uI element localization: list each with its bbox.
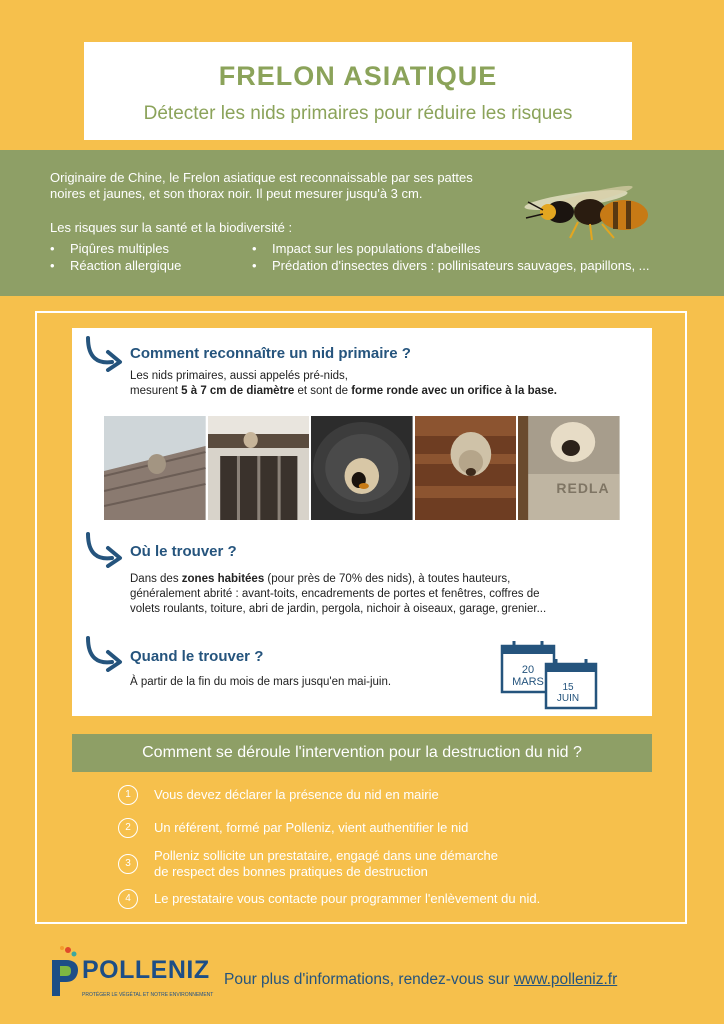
- step-text: Vous devez déclarer la présence du nid en mairie: [154, 787, 439, 802]
- section-title-when: Quand le trouver ?: [130, 648, 264, 665]
- curved-arrow-icon: [84, 634, 128, 672]
- polleniz-tagline: PROTÉGER LE VÉGÉTAL ET NOTRE ENVIRONNEMENT: [82, 992, 214, 998]
- nest-photo: [104, 416, 206, 520]
- nest-photo: [415, 416, 517, 520]
- hornet-illustration: [518, 182, 668, 242]
- nest-photo: [518, 416, 620, 520]
- calendar-end-date: 15 JUIN: [556, 682, 580, 704]
- polleniz-logo-text: POLLENIZ: [82, 956, 210, 984]
- intro-text: [50, 170, 510, 202]
- intro-line-1: Originaire de Chine, le Frelon asiatique est reconnaissable par ses pattes: [50, 170, 473, 185]
- risks-heading: Les risques sur la santé et la biodiversité :: [50, 220, 293, 235]
- photo-label: REDLA: [556, 480, 610, 496]
- nest-photo: [208, 416, 310, 520]
- page-subtitle: Détecter les nids primaires pour réduire les risques: [143, 103, 573, 124]
- curved-arrow-icon: [84, 530, 128, 568]
- risk-item: • Prédation d'insectes divers : pollinisateurs sauvages, papillons, ...: [252, 258, 650, 273]
- footer-info: [224, 971, 617, 989]
- step-number: 2: [118, 818, 138, 838]
- nest-photo-strip: [104, 416, 620, 520]
- footer-text: Pour plus d'informations, rendez-vous sur: [224, 971, 514, 988]
- polleniz-logo-icon: [46, 944, 80, 1000]
- section-title-recognize: Comment reconnaître un nid primaire ?: [130, 345, 411, 362]
- step-text: Polleniz sollicite un prestataire, engagé dans une démarche de respect des bonnes pratiques de destruction: [154, 848, 498, 879]
- intro-band: [0, 150, 724, 296]
- step-text: Un référent, formé par Polleniz, vient authentifier le nid: [154, 820, 469, 835]
- risk-item: • Impact sur les populations d'abeilles: [252, 241, 481, 256]
- step-number: 1: [118, 785, 138, 805]
- risk-item: • Piqûres multiples: [50, 241, 169, 256]
- website-link[interactable]: www.polleniz.fr: [513, 971, 618, 988]
- page-title: FRELON ASIATIQUE: [218, 61, 498, 91]
- section-text-recognize: Les nids primaires, aussi appelés pré-nids, mesurent 5 à 7 cm de diamètre et sont de forme ronde avec un orifice à la base.: [130, 370, 558, 397]
- calendar-start-date: 20 MARS: [512, 664, 544, 688]
- curved-arrow-icon: [84, 334, 128, 372]
- step-text: Le prestataire vous contacte pour programmer l'enlèvement du nid.: [154, 891, 541, 906]
- intro-line-2: noires et jaunes, et son thorax noir. Il peut mesurer jusqu'à 3 cm.: [50, 186, 423, 201]
- section-text-when: À partir de la fin du mois de mars jusqu'en mai-juin.: [130, 676, 392, 688]
- title-card: [84, 42, 632, 140]
- intervention-heading: Comment se déroule l'intervention pour la destruction du nid ?: [72, 734, 652, 772]
- info-panel: [72, 328, 652, 716]
- step-number: 3: [118, 854, 138, 874]
- section-text-where: Dans des zones habitées (pour près de 70% des nids), à toutes hauteurs, généralement abrité : avant-toits, encadrements de portes et fenêtres, coffres de volets roulants, toiture, abri de jardin, pergola, nichoir à oiseaux, garage, grenier...: [130, 573, 547, 615]
- step-number: 4: [118, 889, 138, 909]
- section-title-where: Où le trouver ?: [130, 543, 237, 560]
- nest-photo: [311, 416, 413, 520]
- risk-item: • Réaction allergique: [50, 258, 182, 273]
